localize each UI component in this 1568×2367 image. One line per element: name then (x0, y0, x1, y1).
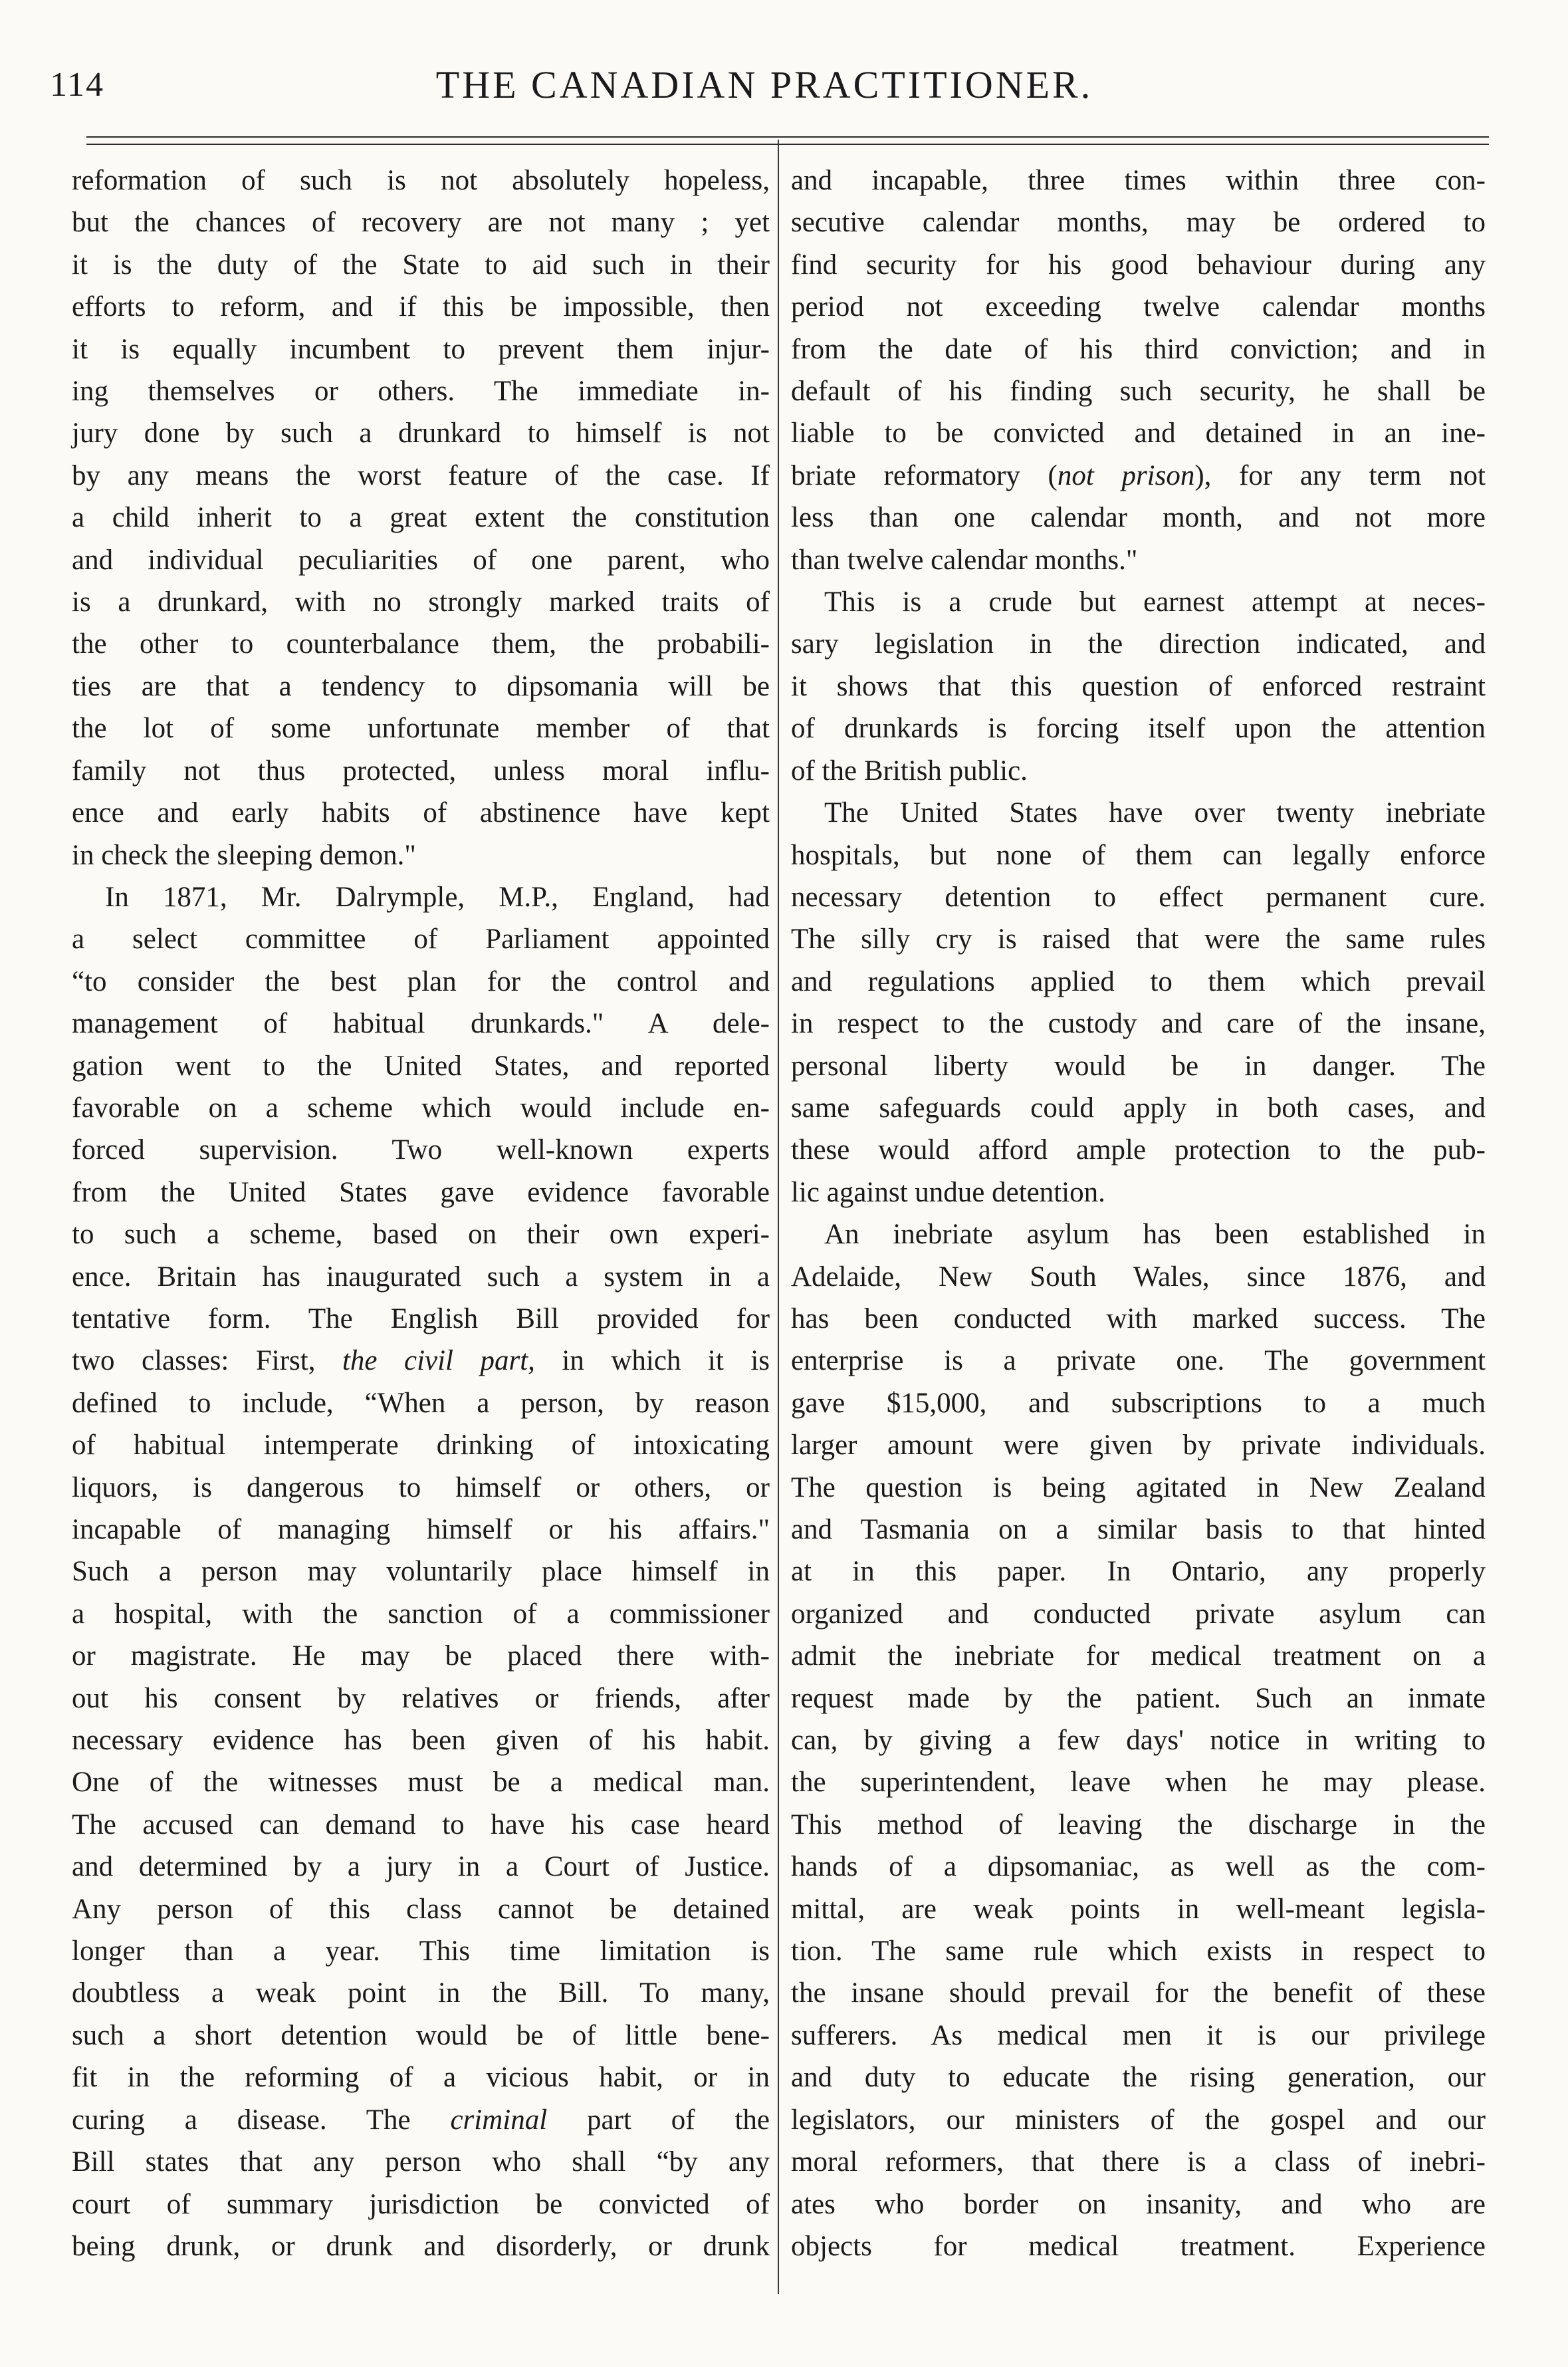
text-line (791, 1972, 1486, 2014)
text-run: In 1871, Mr. Dalrymple, M.P., England, had (105, 881, 770, 913)
text-line (791, 2015, 1486, 2056)
text-line (72, 1382, 770, 1424)
text-line (791, 1467, 1486, 1509)
text-run: defined to include, “When a person, by reason (72, 1387, 770, 1419)
text-line (791, 1635, 1486, 1677)
text-line (72, 370, 770, 412)
text-run: ing themselves or others. The immediate in- (72, 376, 770, 408)
text-line (72, 497, 770, 539)
text-line (791, 1804, 1486, 1846)
text-run: and duty to educate the rising generation, our (791, 2062, 1486, 2094)
text-line (72, 2225, 770, 2267)
text-run: This is a crude but earnest attempt at neces- (824, 586, 1486, 618)
text-run: these would afford ample protection to the pub- (791, 1134, 1486, 1166)
text-line (791, 539, 1486, 581)
text-line (72, 1509, 770, 1551)
text-line (791, 1003, 1486, 1045)
text-run: sary legislation in the direction indicated, and (791, 628, 1486, 660)
text-run: tentative form. The English Bill provided for (72, 1303, 770, 1334)
text-run: forced supervision. Two well-known experts (72, 1134, 770, 1166)
text-line (72, 160, 770, 201)
text-run: has been conducted with marked success. The (791, 1303, 1486, 1334)
text-line (72, 455, 770, 497)
text-run: out his consent by relatives or friends, after (72, 1682, 770, 1714)
text-run: by any means the worst feature of the case. If (72, 459, 770, 491)
text-line (791, 581, 1486, 623)
text-run: from the date of his third conviction; and in (791, 333, 1486, 365)
text-run: default of his finding such security, he shall be (791, 376, 1486, 408)
text-line (72, 1804, 770, 1846)
text-line (791, 2225, 1486, 2267)
text-run: Adelaide, New South Wales, since 1876, and (791, 1261, 1486, 1293)
text-run: it is equally incumbent to prevent them injur- (72, 333, 770, 365)
text-run: The silly cry is raised that were the same rules (791, 924, 1486, 955)
text-run: doubtless a weak point in the Bill. To many, (72, 1977, 770, 2009)
text-run: The question is being agitated in New Zealand (791, 1471, 1486, 1503)
text-run: a select committee of Parliament appointed (72, 924, 770, 955)
text-line (791, 1213, 1486, 1255)
text-run: personal liberty would be in danger. The (791, 1050, 1486, 1082)
left-column (72, 160, 770, 2267)
text-run: mittal, are weak points in well-meant legisla- (791, 1893, 1486, 1925)
text-line (791, 497, 1486, 539)
text-line (72, 1930, 770, 1972)
text-line (72, 792, 770, 834)
text-run: tion. The same rule which exists in respect to (791, 1935, 1486, 1967)
text-line (72, 666, 770, 707)
text-run: objects for medical treatment. Experience (791, 2230, 1486, 2262)
text-line (72, 1003, 770, 1045)
text-line (791, 1846, 1486, 1888)
text-line (791, 328, 1486, 370)
text-line (72, 1213, 770, 1255)
text-run: favorable on a scheme which would include en- (72, 1092, 770, 1124)
text-run: admit the inebriate for medical treatment on a (791, 1640, 1486, 1672)
text-line (791, 1382, 1486, 1424)
text-line (72, 834, 770, 876)
text-line (72, 412, 770, 454)
text-line (72, 1340, 770, 1382)
text-line (72, 1172, 770, 1213)
text-run: legislators, our ministers of the gospel and our (791, 2104, 1486, 2136)
text-line (791, 455, 1486, 497)
text-run: necessary evidence has been given of his habit. (72, 1725, 770, 1757)
text-run: liable to be convicted and detained in an ine- (791, 418, 1486, 449)
text-run: Such a person may voluntarily place himself in (72, 1556, 770, 1588)
text-run: enterprise is a private one. The government (791, 1345, 1486, 1377)
text-line (791, 1551, 1486, 1592)
text-run: the lot of some unfortunate member of that (72, 713, 770, 745)
text-run: can, by giving a few days' notice in writing to (791, 1725, 1486, 1757)
text-run: than twelve calendar months." (791, 544, 1138, 576)
text-line (72, 1719, 770, 1761)
text-run: An inebriate asylum has been established in (824, 1219, 1486, 1251)
text-line (72, 876, 770, 918)
text-run: gation went to the United States, and reported (72, 1050, 770, 1082)
text-run: hospitals, but none of them can legally enforce (791, 839, 1486, 871)
text-run: to such a scheme, based on their own experi- (72, 1219, 770, 1251)
text-line (791, 834, 1486, 876)
text-line (791, 1888, 1486, 1930)
italic-run: criminal (450, 2104, 548, 2136)
text-line (791, 2099, 1486, 2141)
text-line (791, 1719, 1486, 1761)
text-line (791, 1256, 1486, 1298)
text-run: incapable of managing himself or his affairs." (72, 1514, 770, 1545)
text-line (72, 1298, 770, 1340)
text-line (72, 1087, 770, 1129)
page-number: 114 (50, 66, 105, 104)
header-rule (86, 136, 1489, 145)
text-line (791, 201, 1486, 243)
text-run: being drunk, or drunk and disorderly, or drunk (72, 2230, 770, 2262)
text-line (791, 1087, 1486, 1129)
text-run: family not thus protected, unless moral influ- (72, 755, 770, 787)
text-run: secutive calendar months, may be ordered to (791, 207, 1486, 239)
text-run: One of the witnesses must be a medical man. (72, 1767, 770, 1799)
text-line (791, 160, 1486, 201)
text-run: ence and early habits of abstinence have kept (72, 797, 770, 829)
text-line (791, 961, 1486, 1003)
text-run: briate reformatory ( (791, 459, 1058, 491)
text-line (72, 623, 770, 665)
text-run: gave $15,000, and subscriptions to a much (791, 1387, 1486, 1419)
text-run: find security for his good behaviour during any (791, 249, 1486, 281)
text-line (791, 1045, 1486, 1087)
text-run: lic against undue detention. (791, 1176, 1105, 1208)
italic-run: the civil part, (342, 1345, 535, 1377)
text-run: longer than a year. This time limitation is (72, 1935, 770, 1967)
text-run: hands of a dipsomaniac, as well as the com- (791, 1851, 1486, 1883)
text-run: of drunkards is forcing itself upon the attention (791, 713, 1486, 745)
text-line (72, 201, 770, 243)
text-run: liquors, is dangerous to himself or others, or (72, 1471, 770, 1503)
text-run: and regulations applied to them which prevail (791, 965, 1486, 997)
text-run: a hospital, with the sanction of a commissioner (72, 1598, 770, 1630)
text-line (72, 1467, 770, 1509)
text-line (791, 1593, 1486, 1635)
text-run: curing a disease. The (72, 2104, 451, 2136)
text-line (791, 623, 1486, 665)
text-line (72, 918, 770, 960)
text-line (72, 581, 770, 623)
text-run: This method of leaving the discharge in the (791, 1808, 1486, 1840)
text-line (791, 2056, 1486, 2098)
text-run: but the chances of recovery are not many ; yet (72, 207, 770, 239)
text-run: in respect to the custody and care of the insane, (791, 1008, 1486, 1040)
text-run: necessary detention to effect permanent cure. (791, 881, 1486, 913)
text-line (791, 1509, 1486, 1551)
text-run: and individual peculiarities of one parent, who (72, 544, 770, 576)
text-line (72, 1424, 770, 1466)
text-line (791, 1424, 1486, 1466)
text-line (72, 2099, 770, 2141)
text-run: or magistrate. He may be placed there with- (72, 1640, 770, 1672)
text-line (791, 1678, 1486, 1719)
text-line (72, 1256, 770, 1298)
text-run: the other to counterbalance them, the probabili- (72, 628, 770, 660)
text-line (72, 1593, 770, 1635)
text-line (72, 1846, 770, 1888)
text-run: ), for any term not (1194, 459, 1486, 491)
text-run: ence. Britain has inaugurated such a system in a (72, 1261, 770, 1293)
text-run: it shows that this question of enforced restraint (791, 670, 1486, 702)
text-line (791, 918, 1486, 960)
text-run: is a drunkard, with no strongly marked traits of (72, 586, 770, 618)
text-run: Bill states that any person who shall “by any (72, 2146, 770, 2178)
text-line (72, 2015, 770, 2056)
text-line (72, 1045, 770, 1087)
text-run: The United States have over twenty inebriate (824, 797, 1486, 829)
text-run: fit in the reforming of a vicious habit, or in (72, 2062, 770, 2094)
text-run: request made by the patient. Such an inmate (791, 1682, 1486, 1714)
text-line (72, 328, 770, 370)
text-run: period not exceeding twelve calendar months (791, 291, 1486, 323)
running-title: THE CANADIAN PRACTITIONER. (435, 63, 1093, 106)
text-line (72, 2183, 770, 2225)
text-line (72, 244, 770, 286)
text-run: in which it is (534, 1345, 770, 1377)
text-line (72, 1635, 770, 1677)
text-line (791, 666, 1486, 707)
text-line (72, 707, 770, 749)
text-line (72, 2056, 770, 2098)
text-line (791, 750, 1486, 792)
text-run: less than one calendar month, and not more (791, 502, 1486, 534)
text-run: of habitual intemperate drinking of intoxicating (72, 1430, 770, 1461)
text-line (791, 792, 1486, 834)
column-divider (778, 140, 779, 2294)
text-run: from the United States gave evidence favorable (72, 1176, 770, 1208)
text-run: part of the (547, 2104, 770, 2136)
text-run: and determined by a jury in a Court of Justice. (72, 1851, 770, 1883)
text-run: the insane should prevail for the benefit of these (791, 1977, 1486, 2009)
text-run: sufferers. As medical men it is our privilege (791, 2019, 1486, 2051)
text-run: efforts to reform, and if this be impossible, then (72, 291, 770, 323)
text-run: Any person of this class cannot be detained (72, 1893, 770, 1925)
page-header (50, 47, 1479, 113)
text-run: moral reformers, that there is a class of inebri- (791, 2146, 1486, 2178)
text-line (791, 1761, 1486, 1803)
text-line (791, 1298, 1486, 1340)
text-line (72, 961, 770, 1003)
text-line (72, 1678, 770, 1719)
text-run: in check the sleeping demon." (72, 839, 416, 871)
text-run: same safeguards could apply in both cases, and (791, 1092, 1486, 1124)
text-run: ties are that a tendency to dipsomania will be (72, 670, 770, 702)
text-run: organized and conducted private asylum can (791, 1598, 1486, 1630)
text-line (72, 2141, 770, 2183)
text-line (791, 370, 1486, 412)
text-line (791, 412, 1486, 454)
text-run: management of habitual drunkards." A dele- (72, 1008, 770, 1040)
text-line (72, 750, 770, 792)
text-run: larger amount were given by private individuals. (791, 1430, 1486, 1461)
text-line (791, 2183, 1486, 2225)
text-line (72, 539, 770, 581)
text-line (791, 1930, 1486, 1972)
text-line (72, 1972, 770, 2014)
text-run: it is the duty of the State to aid such in their (72, 249, 770, 281)
text-run: The accused can demand to have his case heard (72, 1808, 770, 1840)
text-line (72, 1888, 770, 1930)
text-line (72, 1129, 770, 1171)
text-run: ates who border on insanity, and who are (791, 2188, 1486, 2220)
text-run: court of summary jurisdiction be convicted of (72, 2188, 770, 2220)
italic-run: not prison (1057, 459, 1195, 491)
text-run: a child inherit to a great extent the constitution (72, 502, 770, 534)
text-run: “to consider the best plan for the control and (72, 965, 770, 997)
text-run: jury done by such a drunkard to himself is not (72, 418, 770, 449)
text-run: and incapable, three times within three con- (791, 165, 1486, 196)
text-line (791, 244, 1486, 286)
text-line (72, 286, 770, 328)
text-line (791, 1172, 1486, 1213)
text-line (72, 1761, 770, 1803)
text-run: the superintendent, leave when he may please. (791, 1767, 1486, 1799)
text-run: and Tasmania on a similar basis to that hinted (791, 1514, 1486, 1545)
text-run: of the British public. (791, 755, 1028, 787)
text-run: such a short detention would be of little bene- (72, 2019, 770, 2051)
text-run: at in this paper. In Ontario, any properly (791, 1556, 1486, 1588)
text-line (791, 286, 1486, 328)
text-line (72, 1551, 770, 1592)
text-line (791, 1340, 1486, 1382)
text-line (791, 2141, 1486, 2183)
text-line (791, 1129, 1486, 1171)
text-line (791, 876, 1486, 918)
text-run: reformation of such is not absolutely hopeless, (72, 165, 770, 196)
right-column (791, 160, 1486, 2267)
text-run: two classes: First, (72, 1345, 342, 1377)
text-line (791, 707, 1486, 749)
